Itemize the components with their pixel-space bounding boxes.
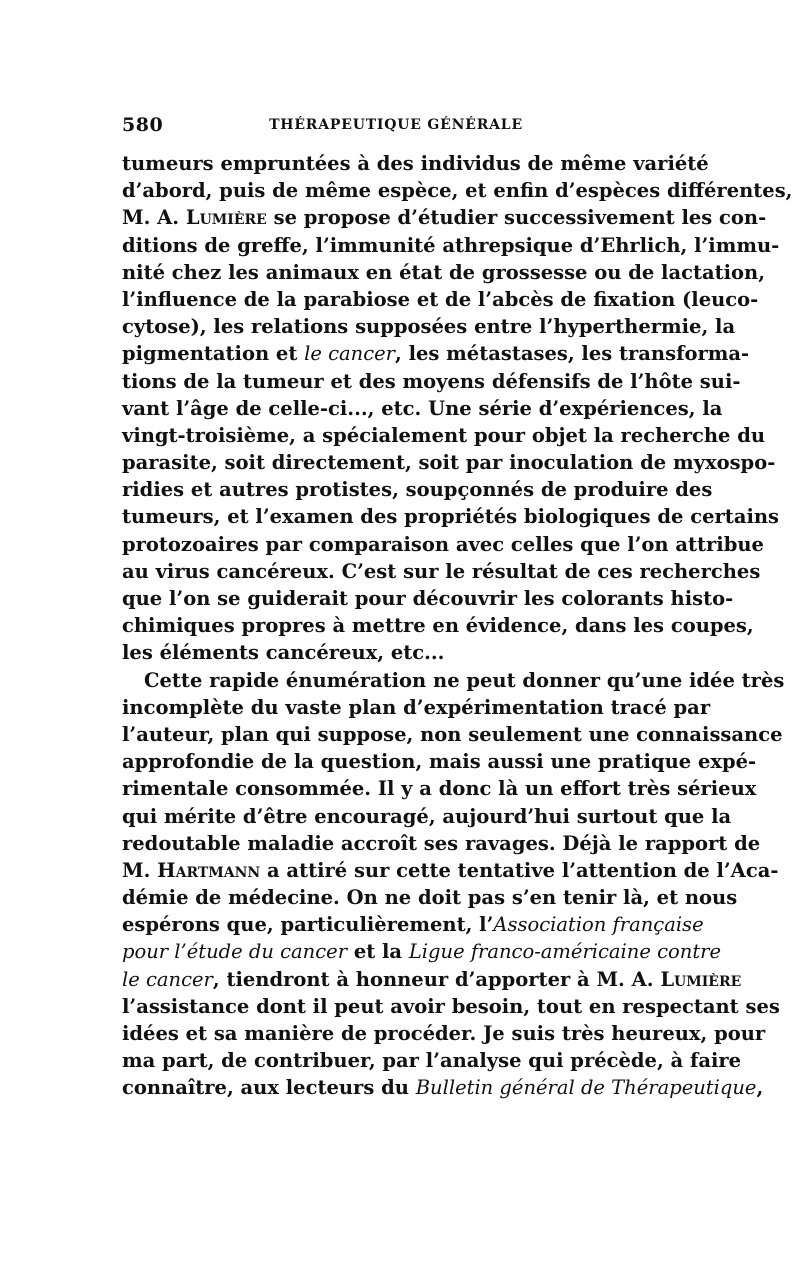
italic-title: pour l’étude du cancer — [122, 940, 348, 964]
text-line: M. A. Lumière se propose d’étudier successivement les con- — [122, 206, 767, 230]
running-title: THÉRAPEUTIQUE GÉNÉRALE — [269, 117, 523, 133]
text-line: rimentale consommée. Il y a donc là un effort très sérieux — [122, 777, 757, 801]
text-line: pigmentation et le cancer, les métastases, les transforma- — [122, 342, 750, 366]
text-line: d’abord, puis de même espèce, et enfin d’espèces différentes, — [122, 179, 793, 203]
italic-title: Ligue franco-américaine contre — [408, 940, 722, 964]
text-line: l’influence de la parabiose et de l’abcès de fixation (leuco- — [122, 287, 759, 311]
body-text — [122, 150, 793, 1102]
text-line: pour l’étude du cancer et la Ligue franco-américaine contre — [122, 940, 722, 964]
text-line: redoutable maladie accroît ses ravages. Déjà le rapport de — [122, 831, 761, 855]
italic-title: Bulletin général de Thérapeutique — [415, 1076, 757, 1100]
text-line: tumeurs, et l’examen des propriétés biologiques de certains — [122, 505, 780, 529]
italic-title: Association française — [493, 913, 704, 937]
italic-title: le cancer — [122, 967, 213, 991]
text-line: ridies et autres protistes, soupçonnés de produire des — [122, 478, 713, 502]
text-line: chimiques propres à mettre en évidence, dans les coupes, — [122, 614, 754, 638]
text-line: qui mérite d’être encouragé, aujourd’hui surtout que la — [122, 804, 732, 828]
small-caps-name: Lumière — [660, 967, 742, 991]
text-line: tumeurs empruntées à des individus de même variété — [122, 152, 709, 175]
text-line: protozoaires par comparaison avec celles que l’on attribue — [122, 532, 764, 556]
text-line: le cancer, tiendront à honneur d’apporter à M. A. Lumière — [122, 967, 742, 991]
small-caps-name: Hartmann — [157, 858, 261, 882]
text-line: incomplète du vaste plan d’expérimentation tracé par — [122, 695, 711, 719]
text-line: au virus cancéreux. C’est sur le résultat de ces recherches — [122, 559, 761, 583]
text-line: démie de médecine. On ne doit pas s’en tenir là, et nous — [122, 886, 738, 910]
page-number: 580 — [122, 114, 164, 136]
text-line: vingt-troisième, a spécialement pour objet la recherche du — [122, 423, 766, 447]
small-caps-name: Lumière — [185, 206, 267, 230]
text-line: l’assistance dont il peut avoir besoin, tout en respectant ses — [122, 994, 780, 1018]
paragraph-start-line: Cette rapide énumération ne peut donner qu’une idée très — [144, 668, 785, 692]
text-line: approfondie de la question, mais aussi une pratique expé- — [122, 750, 757, 774]
text-line: espérons que, particulièrement, l’Association française — [122, 913, 704, 937]
text-line: vant l’âge de celle-ci..., etc. Une série d’expériences, la — [122, 396, 723, 420]
text-line: ma part, de contribuer, par l’analyse qui précède, à faire — [122, 1049, 742, 1073]
text-line: cytose), les relations supposées entre l’hyperthermie, la — [122, 315, 736, 339]
text-line: tions de la tumeur et des moyens défensifs de l’hôte sui- — [122, 369, 741, 393]
text-line: l’auteur, plan qui suppose, non seulement une connaissance — [122, 722, 783, 746]
italic-title: le cancer — [304, 342, 396, 366]
running-head — [122, 114, 670, 140]
text-line: parasite, soit directement, soit par inoculation de myxospo- — [122, 451, 776, 475]
text-line: connaître, aux lecteurs du Bulletin général de Thérapeutique, — [122, 1076, 764, 1100]
text-line: M. Hartmann a attiré sur cette tentative l’attention de l’Aca- — [122, 858, 779, 882]
text-line: nité chez les animaux en état de grossesse ou de lactation, — [122, 260, 765, 284]
text-line: que l’on se guiderait pour découvrir les colorants histo- — [122, 587, 734, 610]
paragraph-end-line: les éléments cancéreux, etc... — [122, 641, 445, 665]
text-line: ditions de greffe, l’immunité athrepsique d’Ehrlich, l’immu- — [122, 233, 780, 257]
text-line: idées et sa manière de procéder. Je suis très heureux, pour — [122, 1022, 766, 1045]
